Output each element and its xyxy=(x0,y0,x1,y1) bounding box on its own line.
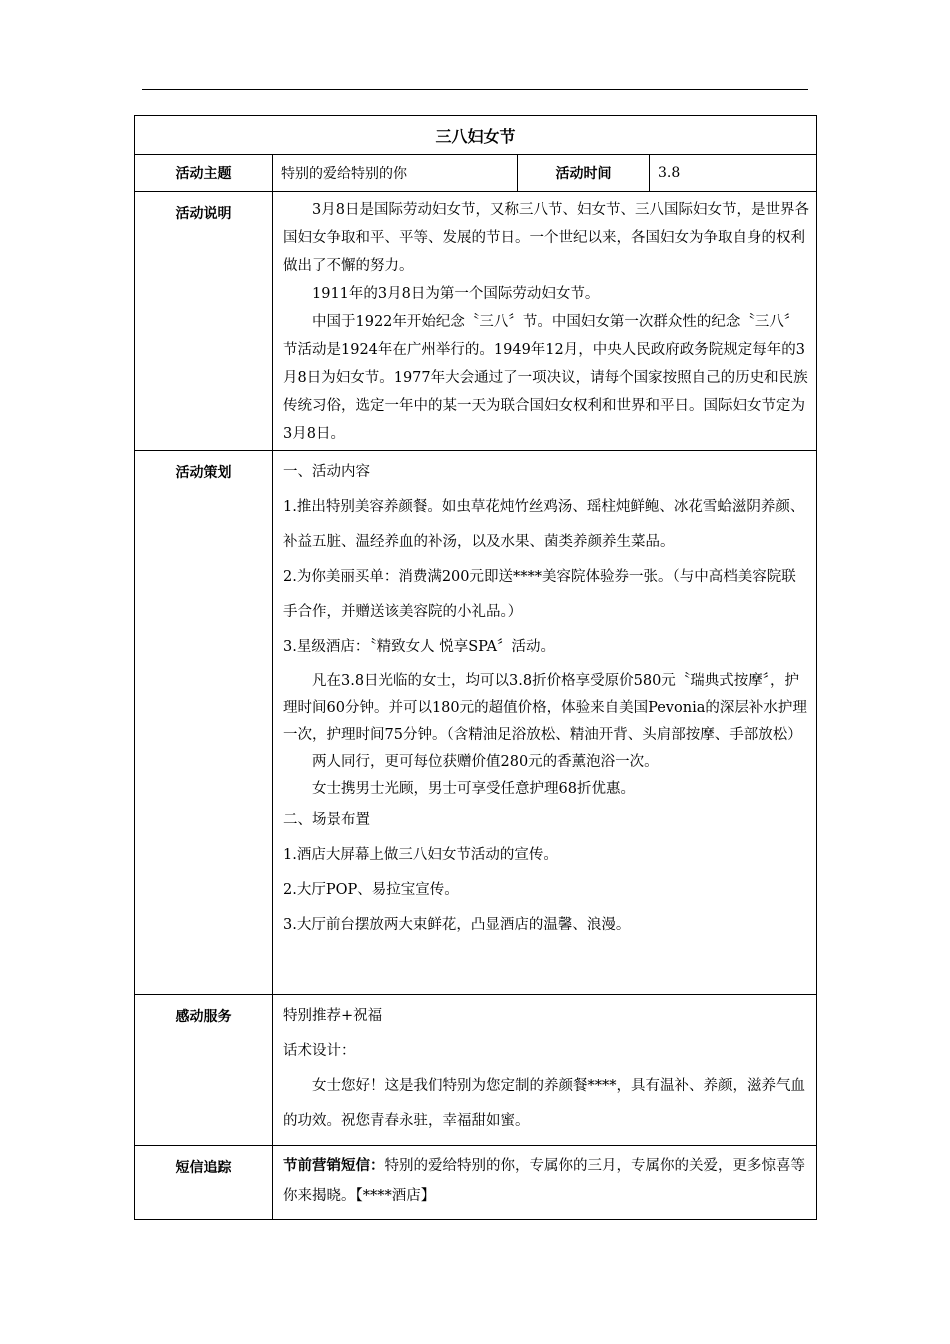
sms-text: 特别的爱给特别的你，专属你的三月，专属你的关爱，更多惊喜等你来揭晓。【****酒店】 xyxy=(283,1158,805,1204)
description-paragraph: 中国于1922年开始纪念〝三八〞节。中国妇女第一次群众性的纪念〝三八〞节活动是1924年在广州举行的。1949年12月，中央人民政府政务院规定每年的3月8日为妇女节。1977年大会通过了一项决议，请每个国家按照自己的历史和民族传统习俗，选定一年中的某一天为联合国妇女权利和世界和平日。国际妇女节定为3月8日。 xyxy=(283,314,808,442)
theme-row xyxy=(135,155,817,192)
sms-body xyxy=(273,1146,817,1220)
theme-value: 特别的爱给特别的你 xyxy=(273,155,518,192)
plan-item-detail: 凡在3.8日光临的女士，均可以3.8折价格享受原价580元〝瑞典式按摩〞，护理时间60分钟。并可以180元的超值价格，体验来自美国Pevonia的深层补水护理一次，护理时间75分钟。（含精油足浴放松、精油开背、头肩部按摩、手部放松） xyxy=(283,673,807,743)
theme-label: 活动主题 xyxy=(135,155,273,192)
title-row xyxy=(135,116,817,155)
plan-item: 2.为你美丽买单：消费满200元即送****美容院体验券一张。（与中高档美容院联手合作，并赠送该美容院的小礼品。） xyxy=(283,569,796,620)
service-label: 感动服务 xyxy=(135,995,273,1146)
time-value: 3.8 xyxy=(650,155,817,192)
plan-row xyxy=(135,451,817,995)
plan-body xyxy=(273,451,817,995)
plan-item: 1.推出特别美容养颜餐。如虫草花炖竹丝鸡汤、瑶柱炖鲜鲍、冰花雪蛤滋阴养颜、补益五脏、温经养血的补汤，以及水果、菌类养颜养生菜品。 xyxy=(283,499,805,550)
service-script: 女士您好！这是我们特别为您定制的养颜餐****，具有温补、养颜，滋养气血的功效。祝您青春永驻，幸福甜如蜜。 xyxy=(283,1078,805,1129)
scene-item: 2.大厅POP、易拉宝宣传。 xyxy=(283,882,459,898)
header-rule xyxy=(142,89,808,90)
plan-item: 3.星级酒店：〝精致女人 悦享SPA〞活动。 xyxy=(283,639,556,655)
scene-item: 1.酒店大屏幕上做三八妇女节活动的宣传。 xyxy=(283,847,558,863)
sms-label: 短信追踪 xyxy=(135,1146,273,1220)
description-label: 活动说明 xyxy=(135,192,273,451)
event-plan-table xyxy=(134,115,817,1220)
plan-section-heading: 二、场景布置 xyxy=(283,812,370,828)
sms-prefix: 节前营销短信： xyxy=(283,1157,385,1174)
description-row xyxy=(135,192,817,451)
page-title: 三八妇女节 xyxy=(135,116,817,155)
service-body xyxy=(273,995,817,1146)
service-line: 特别推荐+祝福 xyxy=(283,1008,383,1024)
plan-item-detail: 两人同行，更可每位获赠价值280元的香薰泡浴一次。 xyxy=(312,754,659,770)
plan-item-detail: 女士携男士光顾，男士可享受任意护理68折优惠。 xyxy=(312,781,635,797)
time-label: 活动时间 xyxy=(518,155,650,192)
sms-row xyxy=(135,1146,817,1220)
service-row xyxy=(135,995,817,1146)
service-line: 话术设计： xyxy=(283,1043,356,1059)
plan-section-heading: 一、活动内容 xyxy=(283,464,370,480)
description-paragraph: 1911年的3月8日为第一个国际劳动妇女节。 xyxy=(312,286,600,302)
scene-item: 3.大厅前台摆放两大束鲜花，凸显酒店的温馨、浪漫。 xyxy=(283,917,631,933)
description-body xyxy=(273,192,817,451)
plan-label: 活动策划 xyxy=(135,451,273,995)
description-paragraph: 3月8日是国际劳动妇女节，又称三八节、妇女节、三八国际妇女节，是世界各国妇女争取和平、平等、发展的节日。一个世纪以来，各国妇女为争取自身的权利做出了不懈的努力。 xyxy=(283,202,809,274)
